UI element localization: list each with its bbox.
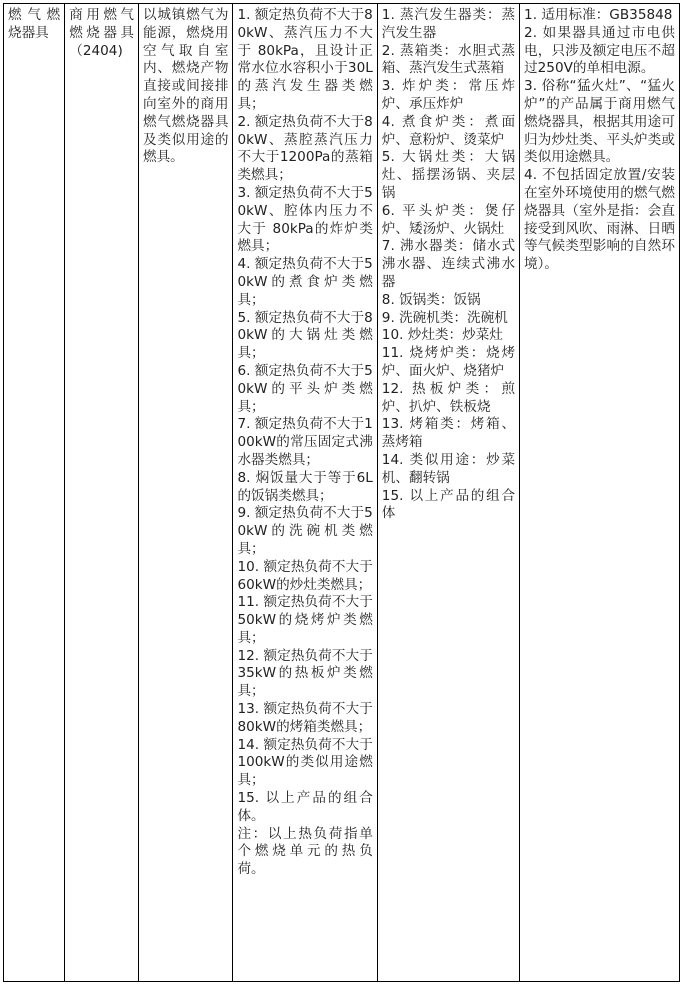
- product-type-item: 11. 烧烤炉类：烧烤炉、面火炉、烧猪炉: [381, 345, 516, 379]
- scope-item: 11. 额定热负荷不大于50kW的烧烤炉类燃具；: [237, 594, 373, 646]
- product-type-item: 14. 类似用途：炒菜机、翻转锅: [381, 451, 516, 486]
- product-type-item: 3. 炸炉类：常压炸炉、承压炸炉: [381, 78, 516, 112]
- product-type-item: 13. 烤箱类：烤箱、蒸烤箱: [381, 416, 516, 451]
- product-type-item: 5. 大锅灶类：大锅灶、摇摆汤锅、夹层锅: [381, 149, 516, 201]
- scope-item: 1. 额定热负荷不大于80kW、蒸汽压力不大于 80kPa，且设计正常水位水容积小于30L的蒸汽发生器类燃具；: [237, 7, 373, 112]
- scope-item: 10. 额定热负荷不大于60kW的炒灶类燃具；: [237, 558, 373, 593]
- product-type-item: 9. 洗碗机类：洗碗机: [381, 309, 508, 326]
- scope-item: 3. 额定热负荷不大于50kW、腔体内压力不大于 80kPa的炸炉类燃具；: [237, 184, 373, 255]
- product-types-cell: [377, 4, 519, 982]
- notes-cell: [520, 4, 680, 982]
- scope-item: 12. 额定热负荷不大于35kW的热板炉类燃具；: [237, 647, 373, 700]
- scope-note: 注：以上热负荷指单个燃烧单元的热负荷。: [237, 825, 373, 878]
- note-item: 4. 不包括固定放置/安装在室外环境使用的燃气燃烧器具（室外是指：会直接受到风吹、雨淋、日晒等气候类型影响的自然环境）。: [524, 167, 675, 273]
- note-item: 2. 如果器具通过市电供电，只涉及额定电压不超过250V的单相电源。: [524, 24, 675, 77]
- product-type-item: 8. 饭锅类：饭锅: [381, 291, 481, 308]
- note-item: 1. 适用标准：GB35848: [524, 7, 673, 23]
- product-type-item: 1. 蒸汽发生器类：蒸汽发生器: [381, 7, 516, 41]
- product-type-item: 12. 热板炉类：煎炉、扒炉、铁板烧: [381, 380, 516, 415]
- definition-cell: 以城镇燃气为能源，燃烧用空气取自室内、燃烧产物直接或间接排向室外的商用燃气燃烧器具及类似用途的燃具。: [138, 4, 232, 982]
- product-type-item: 6. 平头炉类：煲仔炉、矮汤炉、火锅灶: [381, 202, 516, 237]
- product-cell: 商用燃气燃烧器具（2404): [65, 4, 139, 982]
- scope-item: 5. 额定热负荷不大于80kW的大锅灶类燃具；: [237, 309, 373, 362]
- product-type-item: 4. 煮食炉类：煮面炉、意粉炉、烫菜炉: [381, 113, 516, 148]
- product-type-item: 15. 以上产品的组合体: [381, 487, 516, 522]
- product-type-item: 7. 沸水器类：储水式沸水器、连续式沸水器: [381, 238, 516, 290]
- scope-item: 6. 额定热负荷不大于50kW的平头炉类燃具；: [237, 362, 373, 415]
- scope-item: 8. 焖饭量大于等于6L的饭锅类燃具；: [237, 469, 373, 504]
- scope-item: 13. 额定热负荷不大于80kW的烤箱类燃具；: [237, 701, 373, 735]
- scope-item: 7. 额定热负荷不大于100kW的常压固定式沸水器类燃具；: [237, 416, 373, 468]
- scope-item: 15. 以上产品的组合体。: [237, 790, 373, 824]
- regulation-table: [3, 3, 680, 982]
- product-type-item: 10. 炒灶类：炒菜灶: [381, 327, 503, 344]
- scope-item: 9. 额定热负荷不大于50kW的洗碗机类燃具；: [237, 505, 373, 557]
- scope-item: 4. 额定热负荷不大于50kW的煮食炉类燃具；: [237, 256, 373, 308]
- scope-item: 14. 额定热负荷不大于100kW的类似用途燃具；: [237, 736, 373, 789]
- scope-item: 2. 额定热负荷不大于80kW、蒸腔蒸汽压力不大于1200Pa的蒸箱类燃具；: [237, 113, 373, 184]
- table-row: [4, 4, 680, 982]
- product-type-item: 2. 蒸箱类：水胆式蒸箱、蒸汽发生式蒸箱: [381, 42, 516, 77]
- scope-cell: [233, 4, 377, 982]
- category-cell: 燃气燃烧器具: [4, 4, 65, 982]
- note-item: 3. 俗称“猛火灶”、“猛火炉”的产品属于商用燃气燃烧器具，根据其用途可归为炒灶类、平头炉类或类似用途燃具。: [524, 78, 675, 166]
